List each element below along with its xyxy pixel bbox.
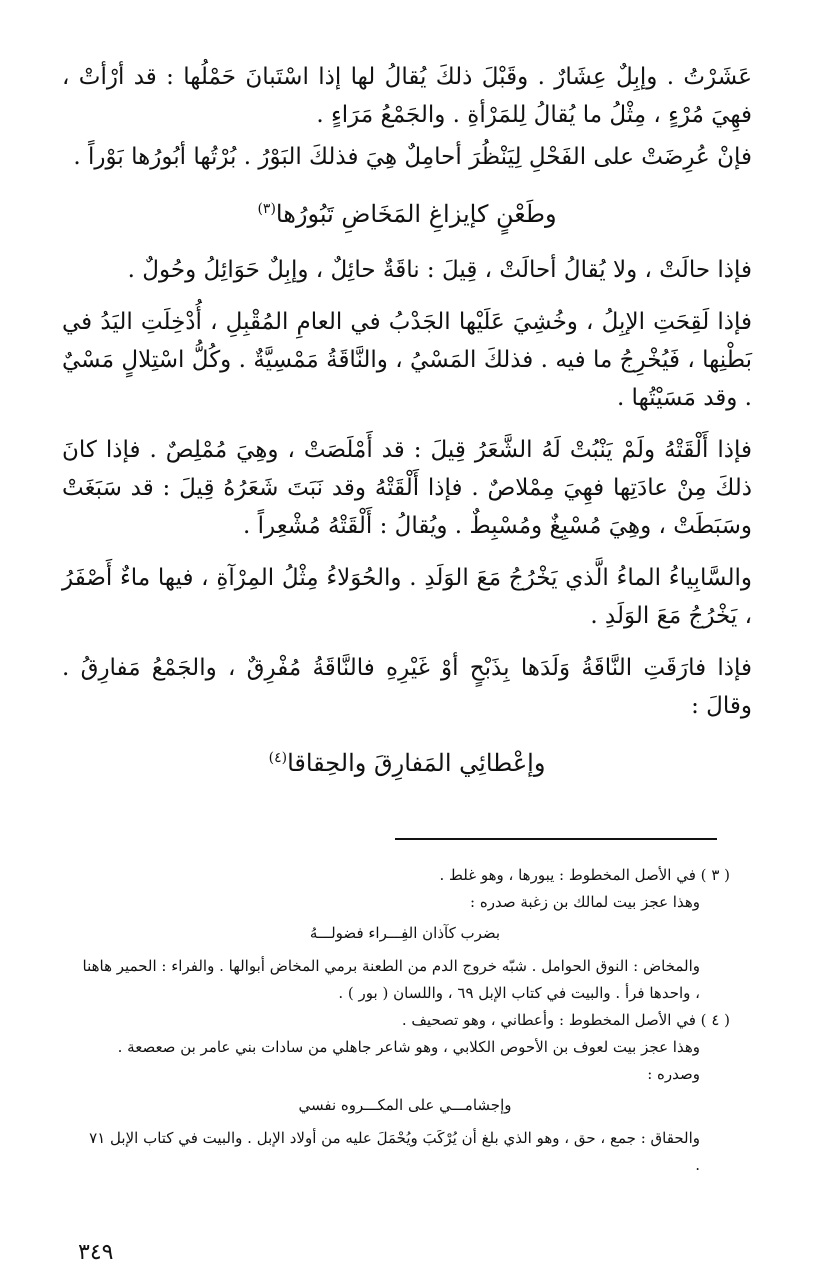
paragraph-4: فإذا لَقِحَتِ الإبِلُ ، وخُشِيَ عَلَيْها الجَدْبُ في العامِ المُقْبِلِ ، أُدْخِلَتِ اليَدُ في بَطْنِها ، فَيُخْرِجُ ما فيه . فذلكَ المَسْيُ ، والنَّاقَةُ مَمْسِيَّةٌ . وكُلُّ اسْتِلالٍ مَسْيٌ . وقد مَسَيْتُها . <box>62 309 752 411</box>
footnote-3-line-1: ( ٣ ) في الأصل المخطوط : يبورها ، وهو غلط . <box>439 866 730 884</box>
paragraph-7: فإذا فارَقَتِ النَّاقَةُ وَلَدَها بِذَبْحٍ أوْ غَيْرِهِ فالنَّاقَةُ مُفْرِقٌ ، والجَمْعُ مَفارِقُ . وقالَ : <box>62 655 752 719</box>
paragraph-2: فإنْ عُرِضَتْ على الفَحْلِ لِيَنْظُرَ أحامِلٌ هِيَ فذلكَ البَوْرُ . بُرْتُها أبُورُها بَوْراً . <box>73 144 752 170</box>
paragraph-5: فإذا أَلْقَتْهُ ولَمْ يَنْبُتْ لَهُ الشَّعَرُ قِيلَ : قد أَمْلَصَتْ ، وهِيَ مُمْلِصٌ . فإذا كانَ ذلكَ مِنْ عادَتِها فهِيَ مِمْلاصٌ . فإذا أَلْقَتْهُ وقد نَبَتَ شَعَرُهُ قِيلَ : قد سَبَغَتْ وسَبَطَتْ ، وهِيَ مُسْبِغٌ ومُسْبِطٌ . ويُقالُ : أَلْقَتْهُ مُشْعِراً . <box>62 437 752 539</box>
footnote-3-line-3: والمخاض : النوق الحوامل . شبّه خروج الدم من الطعنة برمي المخاض أبوالها . والفراء : الحمير هاهنا ، واحدها فرأ . والبيت في كتاب الإبل ٦٩ ، واللسان ( بور ) . <box>82 957 700 1002</box>
paragraph-1: عَشَرْتُ . وإبِلٌ عِشَارٌ . وقَبْلَ ذلكَ يُقالُ لها إذا اسْتَبانَ حَمْلُها : قد أرْأتْ ، فهِيَ مُرْءٍ ، مِثْلُ ما يُقالُ لِلمَرْأةِ . والجَمْعُ مَرَاءٍ . <box>62 64 752 128</box>
footnote-divider <box>395 838 717 840</box>
footnote-ref-3: (٣) <box>257 201 276 217</box>
footnote-4-line-3: والحقاق : جمع ، حق ، وهو الذي بلغ أن يُرْكَبَ ويُحْمَلَ عليه من أولاد الإبل . والبيت في كتاب الإبل ٧١ . <box>89 1129 700 1174</box>
footnote-4-hemistich: وإجشامـــي على المكـــروه نفسي <box>298 1096 512 1114</box>
footnote-3-hemistich: بضرب كآذان الفِـــراء فضولـــهُ <box>309 924 501 942</box>
verse-1-text: وطَعْنٍ كإيزاغِ المَخَاضِ تَبُورُها <box>275 200 557 228</box>
verse-2-text: وإعْطائِي المَفارِقَ والحِقاقا <box>287 749 546 777</box>
verse-1 <box>62 190 752 233</box>
paragraph-6: والسَّابِياءُ الماءُ الَّذي يَخْرُجُ مَعَ الوَلَدِ . والحُوَلاءُ مِثْلُ المِرْآةِ ، فيها ماءٌ أَصْفَرُ ، يَخْرُجُ مَعَ الوَلَدِ . <box>62 565 752 629</box>
footnote-4-line-2: وهذا عجز بيت لعوف بن الأحوص الكلابي ، وهو شاعر جاهلي من سادات بني عامر بن صعصعة . وصدره : <box>117 1038 700 1083</box>
main-text <box>62 58 752 800</box>
footnote-ref-4: (٤) <box>268 750 288 766</box>
page-number: ٣٤٩ <box>78 1240 114 1265</box>
paragraph-3: فإذا حالَتْ ، ولا يُقالُ أحالَتْ ، قِيلَ : ناقَةٌ حائِلٌ ، وإبِلٌ حَوَائِلُ وحُولٌ . <box>127 257 752 283</box>
footnote-4-line-1: ( ٤ ) في الأصل المخطوط : وأعطاني ، وهو تصحيف . <box>401 1011 730 1029</box>
footnote-3-line-2: وهذا عجز بيت لمالك بن زغبة صدره : <box>470 893 700 911</box>
verse-2 <box>62 739 752 782</box>
footnotes <box>80 862 730 1179</box>
